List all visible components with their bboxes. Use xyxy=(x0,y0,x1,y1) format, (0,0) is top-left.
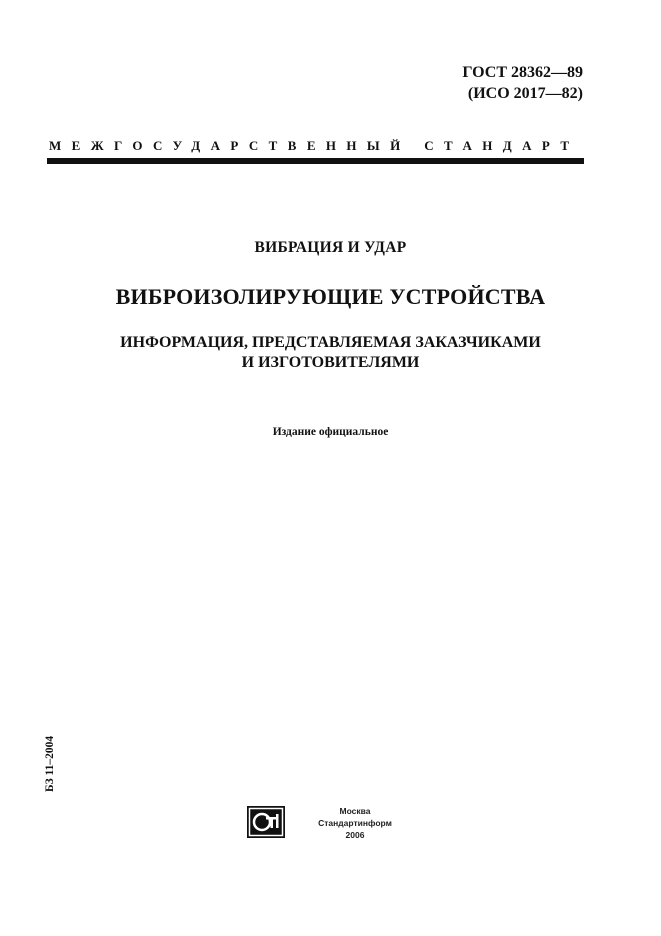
standartinform-logo-icon xyxy=(247,806,285,838)
edition-label: Издание официальное xyxy=(272,426,389,438)
header-rule xyxy=(47,158,584,164)
standard-code-block xyxy=(363,62,583,104)
main-title: ВИБРОИЗОЛИРУЮЩИЕ УСТРОЙСТВА xyxy=(115,284,546,309)
section-title: ВИБРАЦИЯ И УДАР xyxy=(254,239,407,256)
interstate-standard-label: МЕЖГОСУДАРСТВЕННЫЙ СТАНДАРТ xyxy=(49,138,580,153)
standard-number: ГОСТ 28362—89 xyxy=(462,64,583,81)
iso-reference: (ИСО 2017—82) xyxy=(467,85,583,102)
subtitle-line-1: ИНФОРМАЦИЯ, ПРЕДСТАВЛЯЕМАЯ ЗАКАЗЧИКАМИ xyxy=(120,334,541,351)
subtitle xyxy=(0,333,661,373)
publisher-block xyxy=(296,805,414,841)
publisher-year: 2006 xyxy=(345,830,365,840)
subtitle-line-2: И ИЗГОТОВИТЕЛЯМИ xyxy=(241,354,420,371)
side-code: БЗ 11–2004 xyxy=(44,735,56,792)
publisher-city: Москва xyxy=(339,806,371,816)
publisher-name: Стандартинформ xyxy=(318,818,392,828)
